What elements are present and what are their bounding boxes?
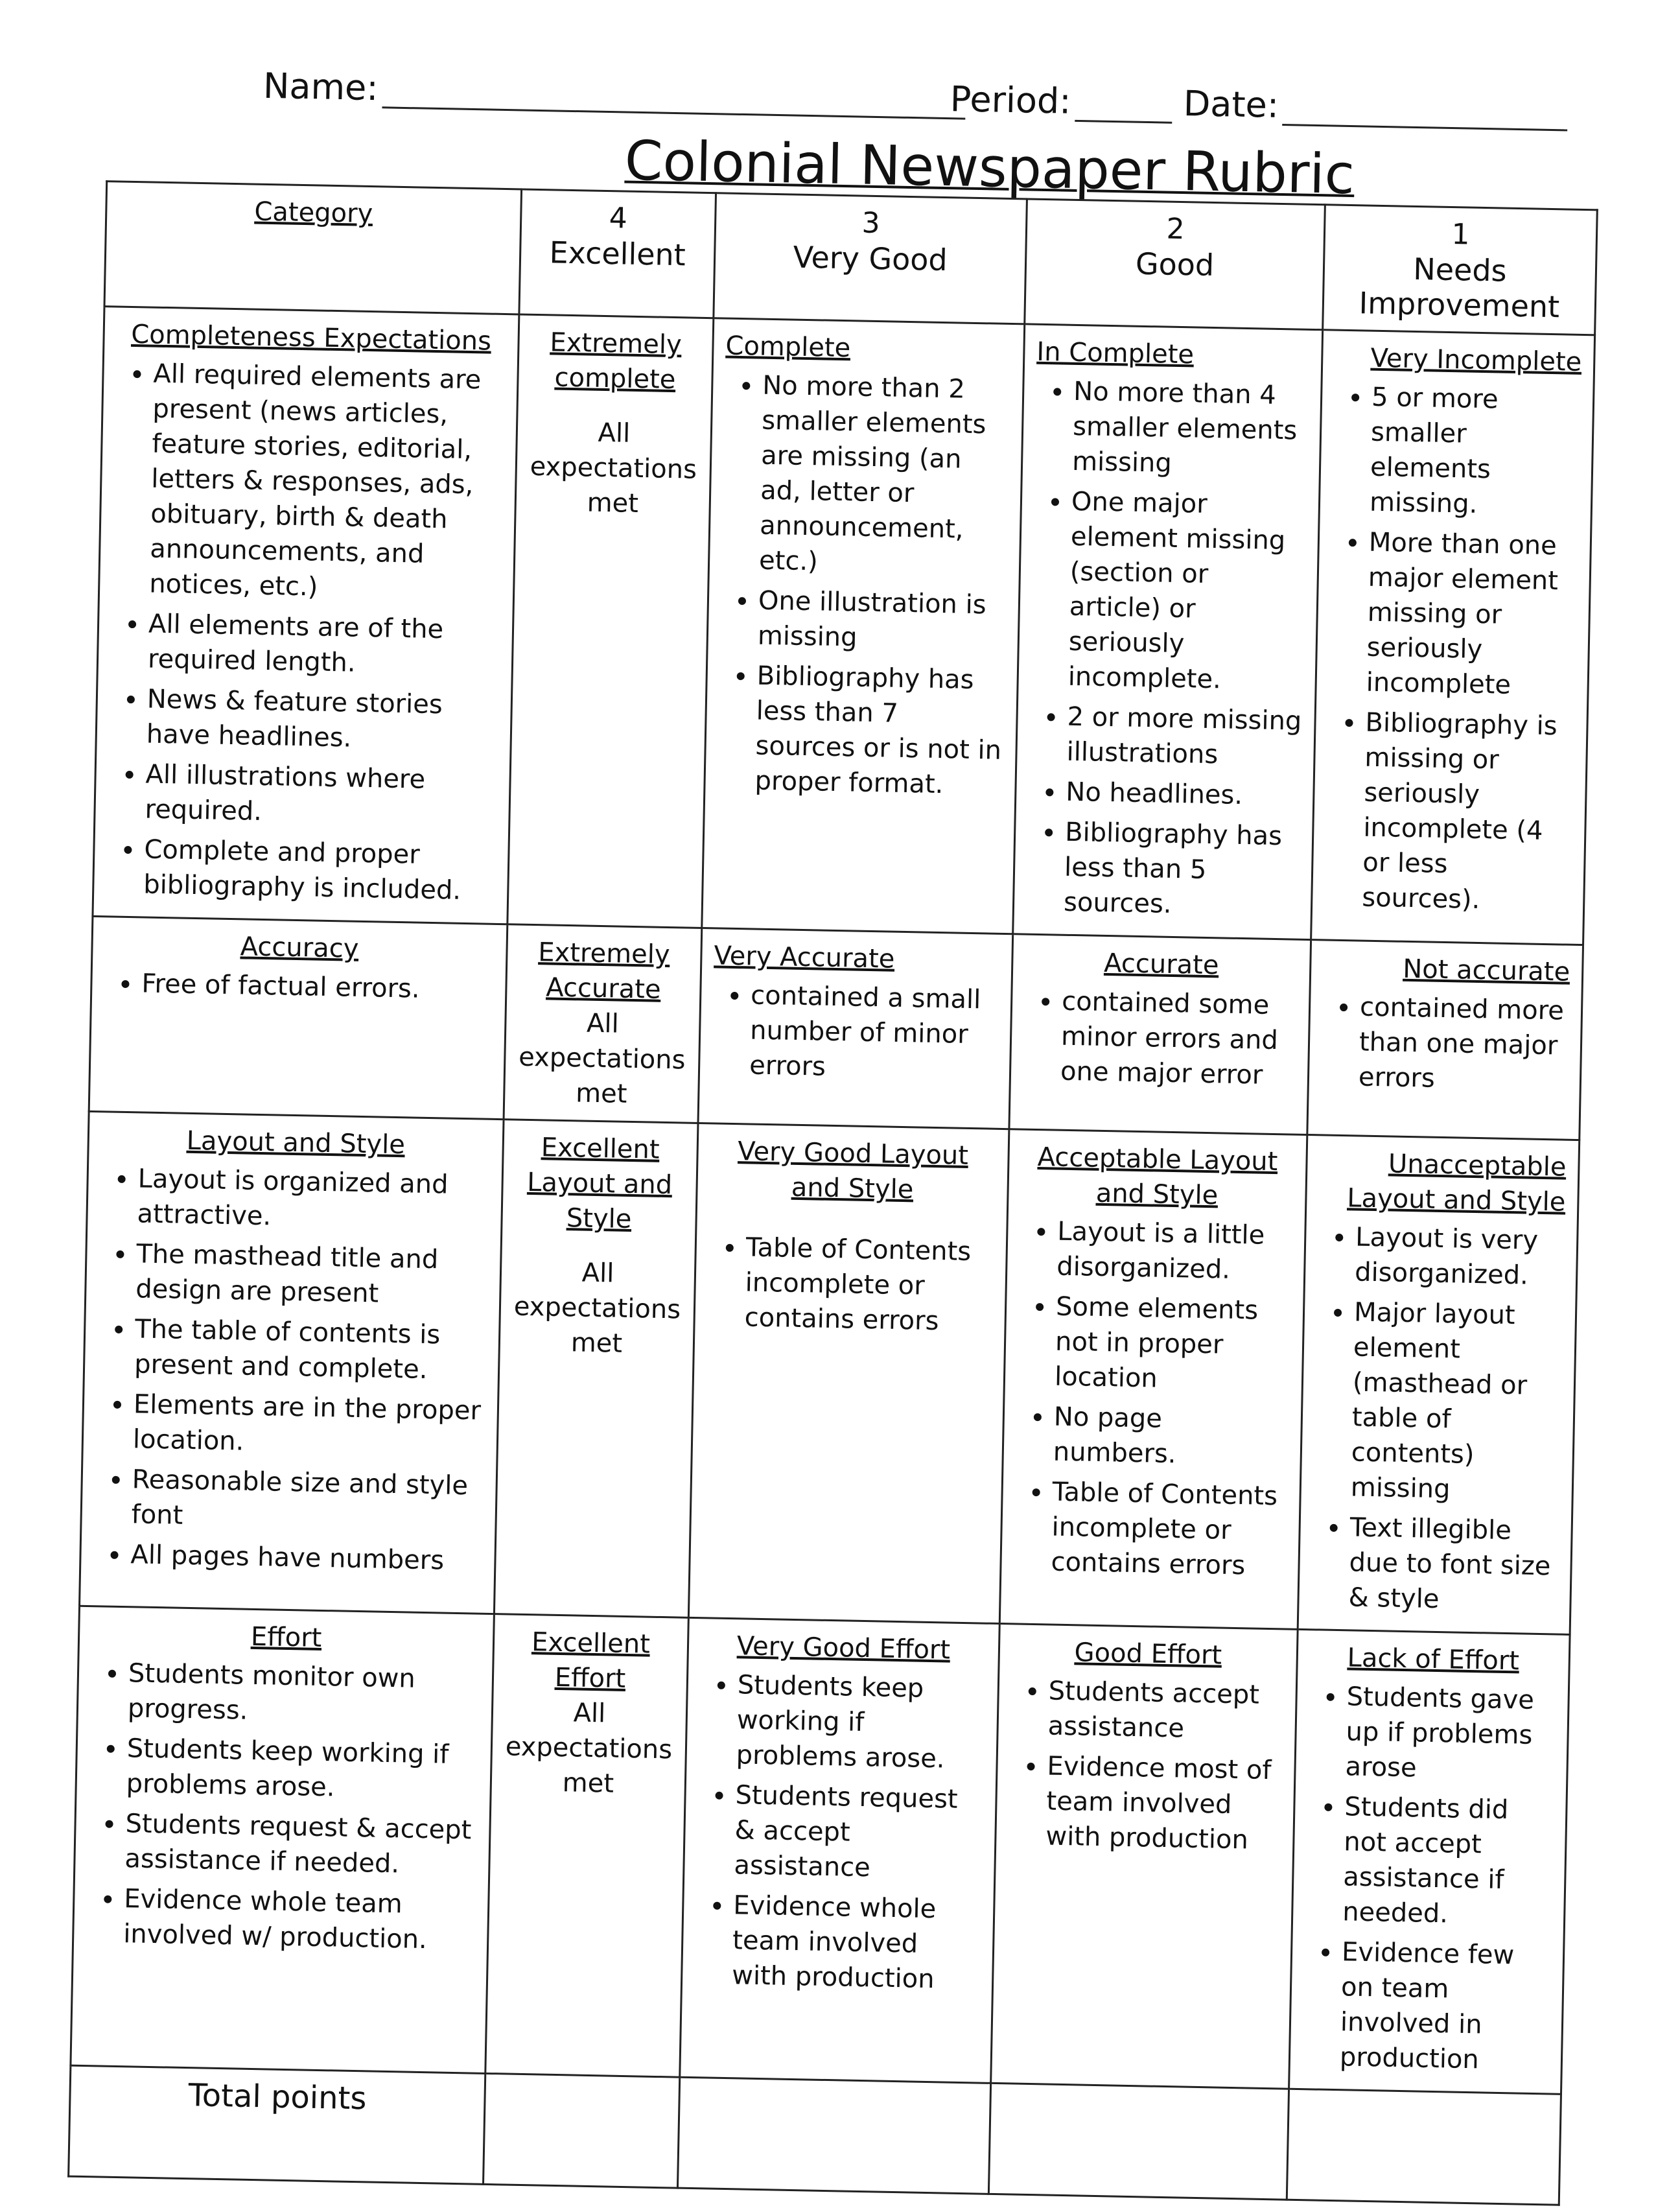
list-item: • Students request & accept assistance: [734, 1778, 984, 1887]
list-item: • Students request & accept assistance if needed.: [124, 1806, 478, 1883]
excellent-cell: [485, 1614, 689, 2078]
column-header-category: Category: [104, 182, 522, 314]
list-item: • Free of factual errors.: [141, 966, 494, 1007]
list-item: • 2 or more missing illustrations: [1066, 699, 1303, 774]
total-points-label-cell: [69, 2065, 485, 2184]
list-item: • The table of contents is present and complete.: [134, 1311, 487, 1388]
column-header-excellent: [519, 189, 716, 318]
list-item: • No page numbers.: [1053, 1400, 1289, 1474]
list-item: • Table of Contents incomplete or contains errors: [744, 1230, 994, 1339]
list-item: • Bibliography is missing or seriously incomplete (4 or less sources).: [1362, 705, 1575, 919]
criteria-list: [1302, 1678, 1557, 2078]
list-item: • Bibliography has less than 5 sources.: [1064, 815, 1301, 924]
list-item: • contained more than one major errors: [1359, 990, 1570, 1099]
level-text: All expectations met: [530, 417, 697, 519]
needs-improvement-cell: [1289, 1629, 1570, 2094]
date-field[interactable]: [1183, 83, 1568, 131]
list-item: • Evidence whole team involved with production: [732, 1888, 982, 1997]
total-needs-improvement-cell[interactable]: [1287, 2089, 1561, 2205]
criteria-list: [1013, 1214, 1293, 1584]
list-item: • Some elements not in proper location: [1055, 1289, 1292, 1399]
level-heading: Good Effort: [1074, 1638, 1222, 1671]
level-heading: Extremely Accurate: [537, 937, 670, 1005]
level-text: All expectations met: [513, 1258, 681, 1359]
level-heading: Extremely complete: [550, 327, 682, 395]
criteria-list: [106, 355, 506, 908]
list-item: • No headlines.: [1066, 775, 1301, 814]
list-item: • Students gave up if problems arose: [1345, 1679, 1556, 1788]
rubric-row-accuracy: [89, 916, 1583, 1140]
score-4: 4: [609, 202, 628, 235]
list-item: • Bibliography has less than 7 sources or is not in proper format.: [754, 659, 1005, 803]
total-good-cell[interactable]: [988, 2083, 1289, 2200]
criteria-list: [717, 368, 1011, 803]
list-item: • Evidence whole team involved w/ production.: [123, 1881, 476, 1958]
category-heading: Layout and Style: [186, 1125, 406, 1160]
level-heading: Very Good Effort: [736, 1631, 951, 1665]
list-item: • Layout is a little disorganized.: [1056, 1214, 1293, 1289]
rubric-row-completeness: [93, 307, 1595, 945]
level-text: All expectations met: [518, 1008, 686, 1109]
list-item: • Reasonable size and style font: [131, 1462, 484, 1538]
list-item: • No more than 2 smaller elements are missing (an ad, letter or announcement, etc.): [759, 368, 1011, 583]
criteria-list: [93, 1160, 490, 1579]
category-heading: Accuracy: [240, 932, 359, 964]
list-item: • Evidence most of team involved with production: [1045, 1748, 1283, 1858]
list-item: • News & feature stories have headlines.: [146, 682, 499, 758]
list-item: • Students keep working if problems arose.: [126, 1731, 479, 1807]
category-heading: Completeness Expectations: [130, 319, 492, 357]
list-item: • More than one major element missing or seriously incomplete: [1366, 525, 1578, 704]
level-heading: Lack of Effort: [1347, 1643, 1520, 1676]
score-2: 2: [1166, 212, 1185, 246]
level-needs-improvement: Needs Improvement: [1359, 251, 1560, 325]
list-item: • All pages have numbers: [130, 1537, 483, 1579]
name-field[interactable]: [262, 65, 966, 120]
level-very-good: Very Good: [793, 239, 948, 278]
period-blank[interactable]: [1075, 86, 1172, 124]
list-item: • Complete and proper bibliography is included.: [143, 832, 496, 908]
score-3: 3: [861, 206, 881, 241]
very-good-cell: [702, 318, 1025, 934]
criteria-list: [694, 1667, 986, 1997]
list-item: • Layout is very disorganized.: [1355, 1219, 1565, 1293]
list-item: • Layout is organized and attractive.: [137, 1161, 490, 1238]
list-item: • Text illegible due to font size & style: [1348, 1510, 1559, 1619]
good-cell: [1013, 324, 1323, 940]
level-excellent: Excellent: [549, 235, 686, 273]
level-heading: Very Incomplete: [1370, 343, 1582, 377]
level-heading: Very Good Layout and Style: [737, 1136, 969, 1205]
list-item: • One illustration is missing: [757, 583, 1007, 658]
total-very-good-cell[interactable]: [677, 2077, 990, 2194]
rubric-table: [67, 180, 1598, 2206]
list-item: • One major element missing (section or article) or seriously incomplete.: [1068, 484, 1307, 699]
criteria-list: [86, 1655, 481, 1958]
list-item: • All illustrations where required.: [145, 757, 498, 833]
very-good-cell: [680, 1617, 1000, 2083]
criteria-list: [1321, 989, 1570, 1098]
list-item: • Students accept assistance: [1047, 1674, 1284, 1748]
level-heading: Excellent Effort: [531, 1627, 651, 1694]
excellent-cell: [508, 314, 714, 928]
list-item: • Evidence few on team involved in production: [1340, 1934, 1552, 2078]
category-cell: [93, 307, 519, 924]
excellent-cell: [504, 924, 702, 1123]
name-blank[interactable]: [382, 73, 966, 119]
list-item: • All required elements are present (news articles, feature stories, editorial, letters & responses, ads, obituary, birth & death announcements, and notices, etc.): [149, 357, 506, 608]
total-excellent-cell[interactable]: [484, 2073, 680, 2188]
excellent-cell: [494, 1120, 698, 1618]
needs-improvement-cell: [1298, 1134, 1580, 1634]
needs-improvement-cell: [1307, 940, 1583, 1140]
very-good-cell: [698, 928, 1013, 1129]
level-heading: Excellent Layout and Style: [526, 1133, 673, 1235]
rubric-row-layout-style: [80, 1111, 1580, 1634]
list-item: • Students did not accept assistance if needed.: [1342, 1789, 1554, 1933]
level-text: All expectations met: [505, 1698, 673, 1799]
name-label: Name:: [262, 65, 379, 109]
level-heading: Accurate: [1103, 948, 1219, 981]
period-label: Period:: [950, 78, 1072, 122]
category-cell: [89, 916, 508, 1119]
list-item: • All elements are of the required length.: [148, 607, 501, 683]
list-item: • Students keep working if problems arose.: [736, 1667, 986, 1777]
column-header-very-good: [714, 193, 1027, 324]
date-blank[interactable]: [1282, 90, 1568, 131]
level-good: Good: [1135, 246, 1215, 283]
criteria-list: [706, 1229, 994, 1339]
list-item: • The masthead title and design are present: [135, 1236, 489, 1313]
criteria-list: [104, 965, 494, 1008]
category-heading: Effort: [250, 1621, 322, 1653]
column-header-needs-improvement: [1323, 205, 1598, 335]
date-label: Date:: [1183, 83, 1279, 126]
very-good-cell: [688, 1123, 1009, 1623]
needs-improvement-cell: [1311, 330, 1595, 945]
level-heading: Very Accurate: [714, 941, 895, 974]
criteria-list: [712, 977, 999, 1087]
good-cell: [1009, 934, 1311, 1135]
period-field[interactable]: [950, 78, 1172, 124]
criteria-list: [1324, 379, 1581, 919]
level-heading: Complete: [725, 331, 851, 364]
criteria-list: [1311, 1219, 1565, 1619]
level-heading: Unacceptable Layout and Style: [1346, 1149, 1567, 1217]
list-item: • contained a small number of minor errors: [749, 978, 999, 1087]
list-item: • Table of Contents incomplete or contains errors: [1051, 1475, 1288, 1584]
level-heading: Not accurate: [1402, 954, 1570, 987]
list-item: • contained some minor errors and one major error: [1060, 984, 1298, 1094]
criteria-list: [1023, 983, 1298, 1094]
column-header-good: [1025, 199, 1325, 330]
score-1: 1: [1451, 218, 1471, 252]
list-item: • Students monitor own progress.: [127, 1656, 480, 1732]
level-heading: In Complete: [1036, 336, 1195, 370]
criteria-list: [1026, 373, 1309, 924]
list-item: • Elements are in the proper location.: [132, 1387, 485, 1463]
good-cell: [999, 1129, 1307, 1630]
list-item: • Major layout element (masthead or table of contents) missing: [1350, 1295, 1563, 1509]
category-cell: [80, 1111, 504, 1614]
criteria-list: [1008, 1673, 1284, 1858]
page-title: Colonial Newspaper Rubric: [624, 128, 1355, 207]
rubric-row-effort: [71, 1606, 1570, 2094]
list-item: • 5 or more smaller elements missing.: [1370, 380, 1581, 524]
total-points-label: Total points: [188, 2077, 367, 2117]
list-item: • No more than 4 smaller elements missing: [1072, 374, 1309, 484]
category-cell: [71, 1606, 494, 2073]
good-cell: [991, 1624, 1298, 2089]
level-heading: Acceptable Layout and Style: [1037, 1142, 1278, 1211]
